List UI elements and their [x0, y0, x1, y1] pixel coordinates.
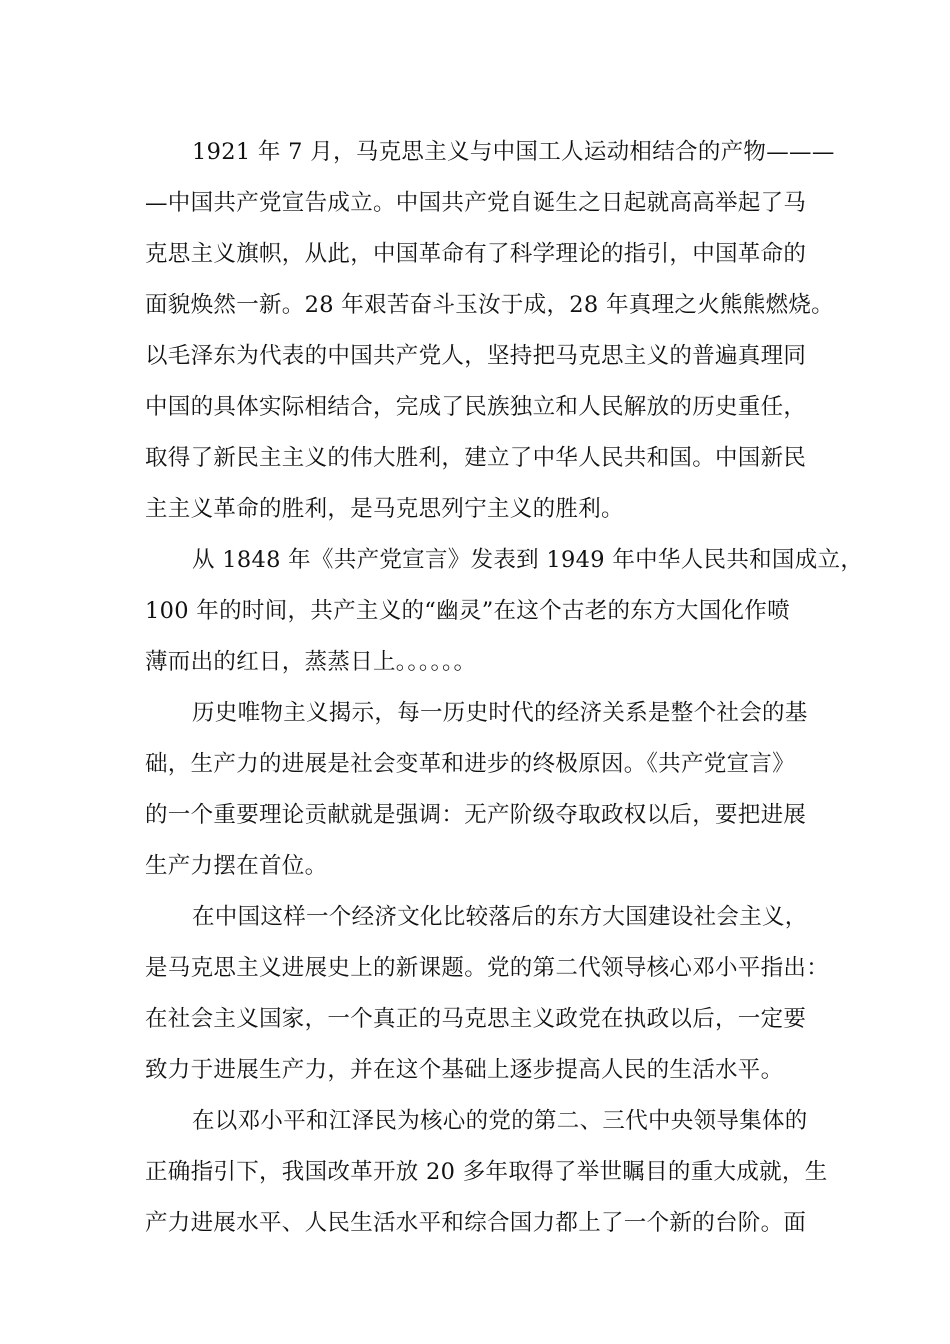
text-line: 以毛泽东为代表的中国共产党人，坚持把马克思主义的普遍真理同 [145, 343, 807, 369]
text-line: 产力进展水平、人民生活水平和综合国力都上了一个新的台阶。面 [145, 1210, 807, 1236]
text-line: 础，生产力的进展是社会变革和进步的终极原因。《共产党宣言》 [145, 751, 795, 777]
text-line: 正确指引下，我国改革开放 20 多年取得了举世瞩目的重大成就，生 [145, 1159, 828, 1185]
text-line: 面貌焕然一新。28 年艰苦奋斗玉汝于成，28 年真理之火熊熊燃烧。 [145, 292, 834, 318]
paragraph [145, 535, 864, 688]
paragraph [145, 1096, 828, 1249]
text-line: 从 1848 年《共产党宣言》发表到 1949 年中华人民共和国成立， [192, 547, 864, 573]
text-line: —中国共产党宣告成立。中国共产党自诞生之日起就高高举起了马 [145, 190, 807, 216]
text-line: 在社会主义国家，一个真正的马克思主义政党在执政以后，一定要 [145, 1006, 807, 1032]
text-line: 取得了新民主主义的伟大胜利，建立了中华人民共和国。中国新民 [145, 445, 807, 471]
text-line: 100 年的时间，共产主义的“幽灵”在这个古老的东方大国化作喷 [145, 598, 790, 624]
document-body [145, 127, 864, 1249]
text-line: 在以邓小平和江泽民为核心的党的第二、三代中央领导集体的 [192, 1108, 808, 1134]
text-line: 中国的具体实际相结合，完成了民族独立和人民解放的历史重任， [145, 394, 807, 420]
paragraph [145, 892, 830, 1096]
text-line: 克思主义旗帜，从此，中国革命有了科学理论的指引，中国革命的 [145, 241, 807, 267]
paragraph [145, 127, 835, 535]
text-line: 薄而出的红日，蒸蒸日上。。。。。。 [145, 649, 477, 675]
text-line: 致力于进展生产力，并在这个基础上逐步提高人民的生活水平。 [145, 1057, 784, 1083]
text-line: 在中国这样一个经济文化比较落后的东方大国建设社会主义， [192, 904, 808, 930]
text-line: 主主义革命的胜利，是马克思列宁主义的胜利。 [145, 496, 624, 522]
text-line: 生产力摆在首位。 [145, 853, 328, 879]
text-line: 历史唯物主义揭示，每一历史时代的经济关系是整个社会的基 [192, 700, 808, 726]
text-line: 的一个重要理论贡献就是强调：无产阶级夺取政权以后，要把进展 [145, 802, 807, 828]
paragraph [145, 688, 810, 892]
text-line: 是马克思主义进展史上的新课题。党的第二代领导核心邓小平指出： [145, 955, 830, 981]
text-line: 1921 年 7 月，马克思主义与中国工人运动相结合的产物——— [192, 139, 835, 165]
